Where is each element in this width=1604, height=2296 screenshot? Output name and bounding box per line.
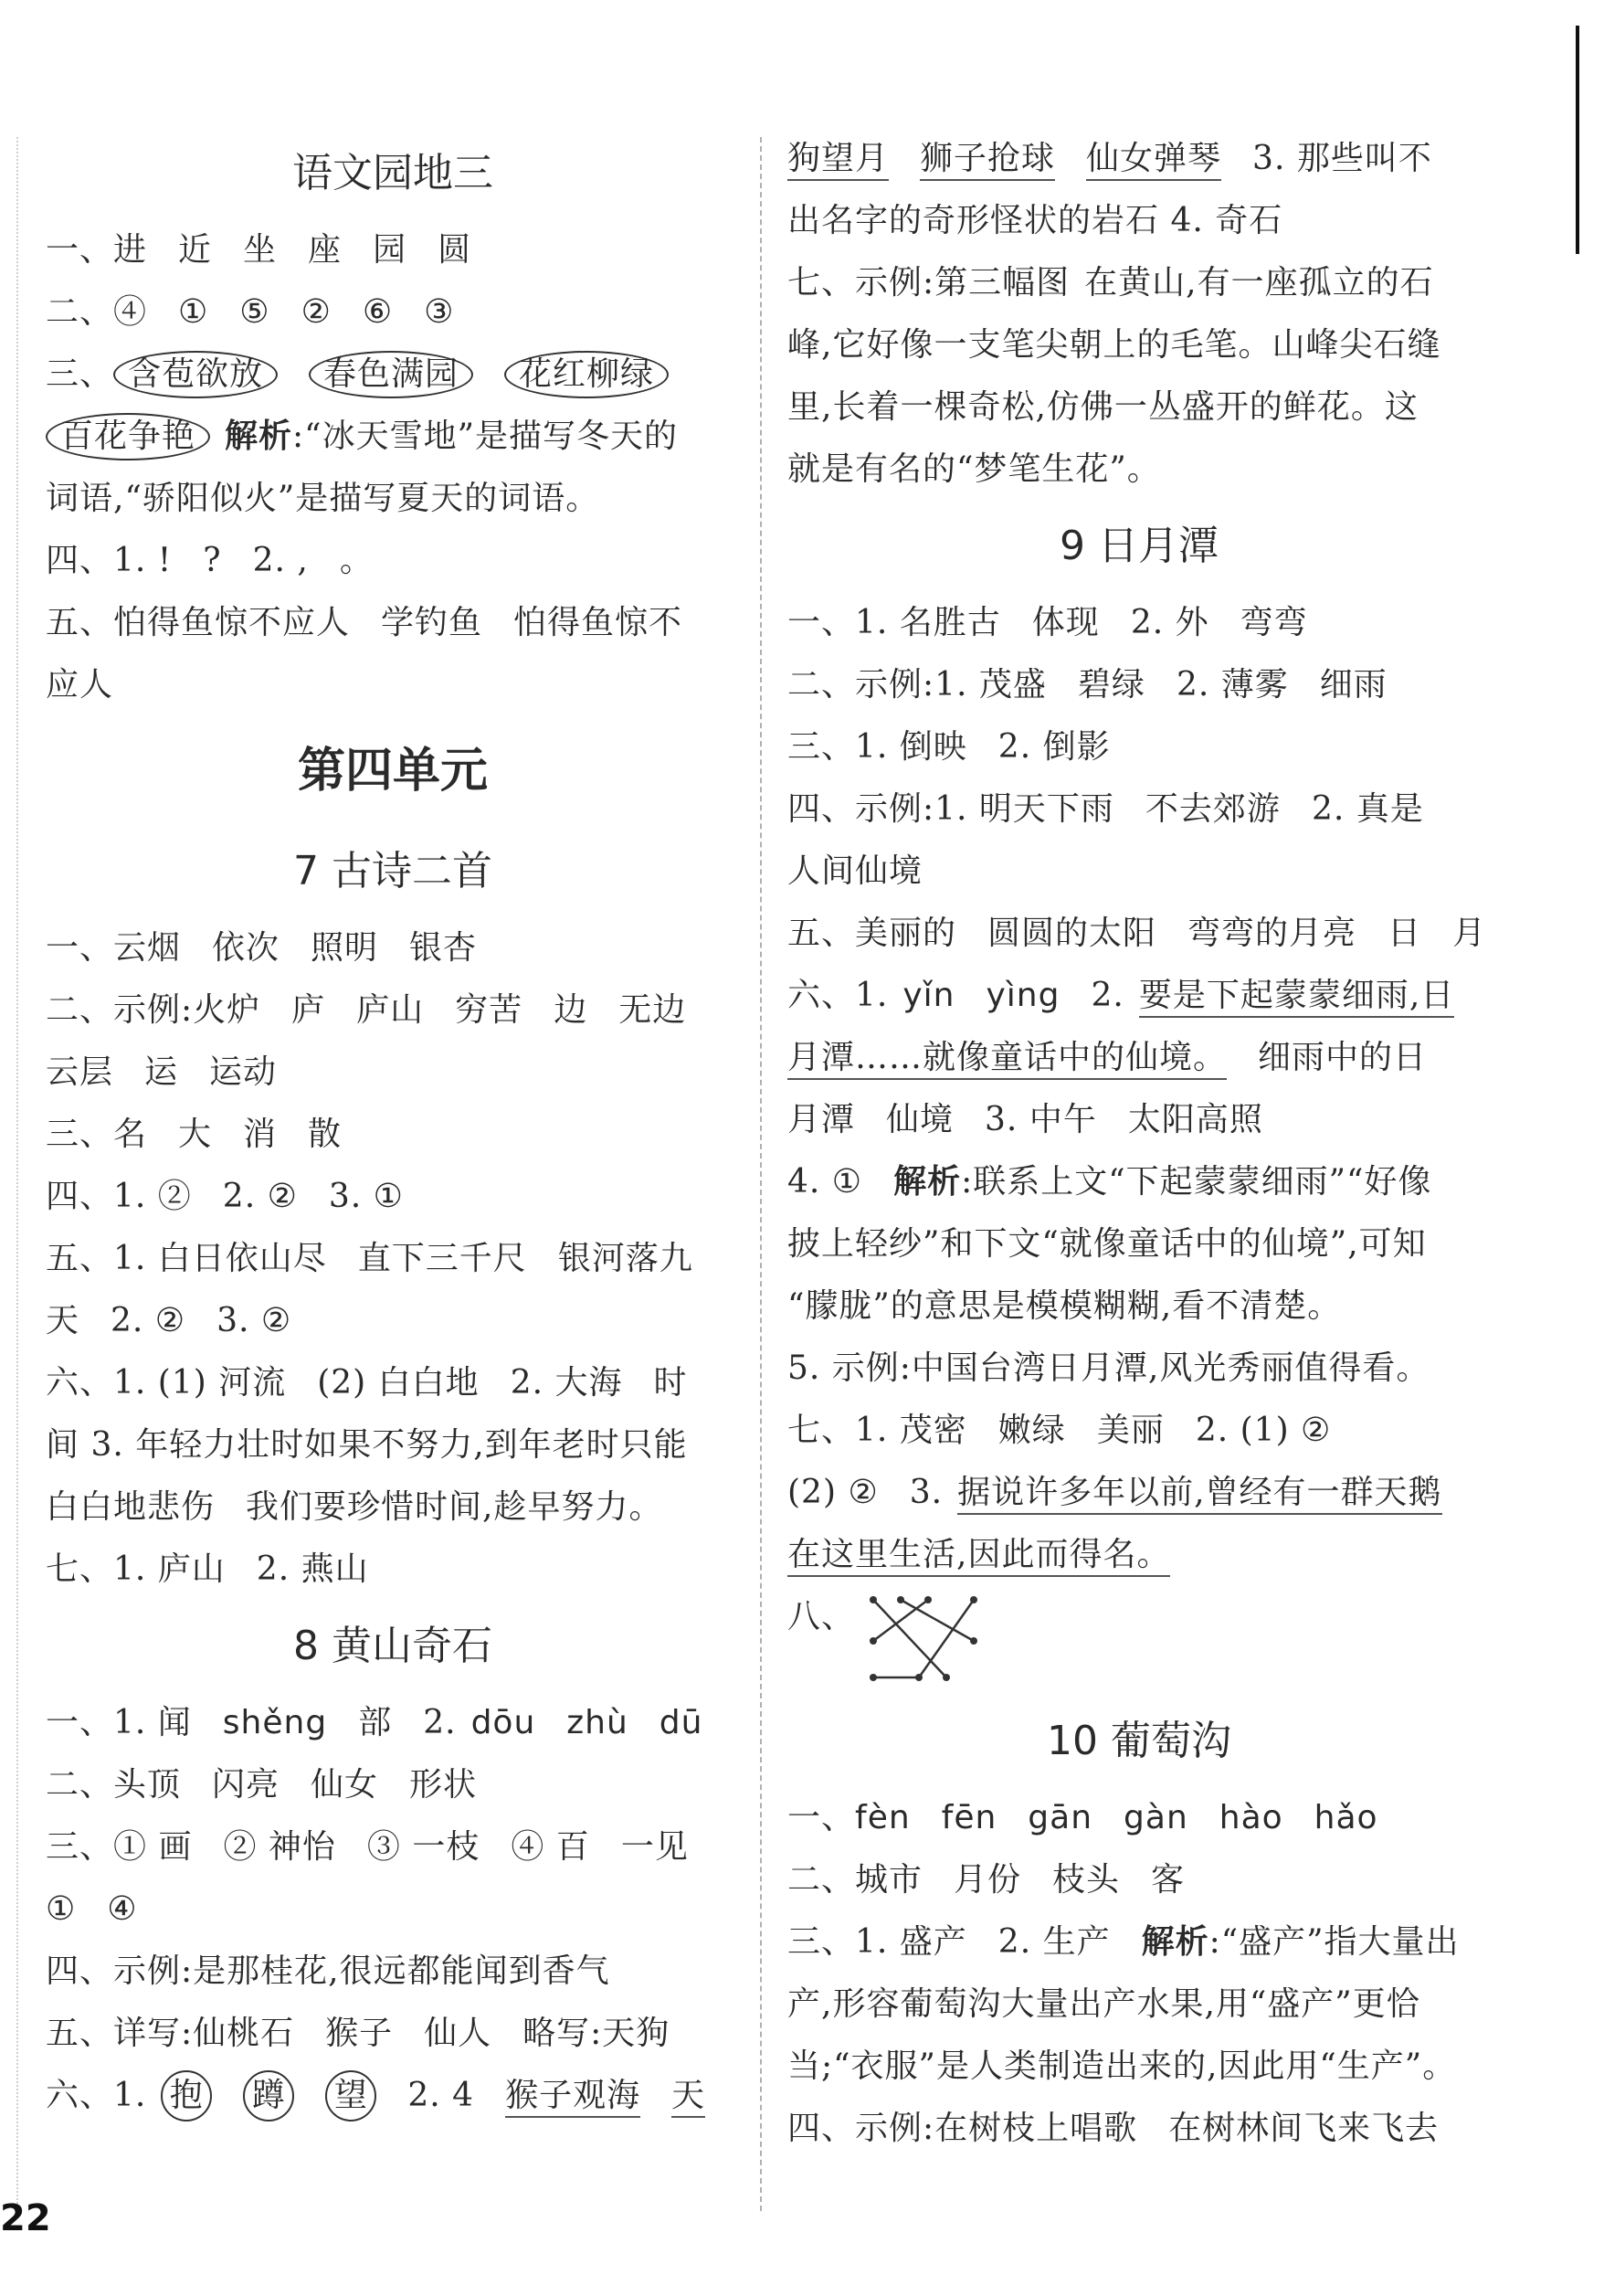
answer-line: 百花争艳 解析:“冰天雪地”是描写冬天的 xyxy=(46,406,740,468)
answer-line: 云层 运 运动 xyxy=(46,1053,278,1091)
answer-line: 三、名 大 消 散 xyxy=(46,1116,343,1153)
answer-line: 三、① 画 ② 神怡 ③ 一枝 ④ 百 一见 xyxy=(46,1828,689,1866)
underlined-answer: 仙女弹琴 xyxy=(1086,140,1221,181)
answer-line: 七、示例:第三幅图 在黄山,有一座孤立的石 xyxy=(787,264,1434,302)
answer-line: 五、1. 白日依山尽 直下三千尺 银河落九 xyxy=(46,1240,693,1277)
answer-line: 六、1. 抱 蹲 望 2. 4 猴子观海 天 xyxy=(46,2065,740,2127)
answer-line: 七、1. 茂密 嫩绿 美丽 2. (1) ② xyxy=(787,1412,1332,1449)
answer-line: 一、进 近 坐 座 园 圆 xyxy=(46,231,472,269)
underlined-answer: 猴子观海 xyxy=(505,2077,640,2118)
circled-answer: 花红柳绿 xyxy=(504,351,669,398)
answer-line: 一、云烟 依次 照明 银杏 xyxy=(46,929,478,967)
answer-line: 白白地悲伤 我们要珍惜时间,趁早努力。 xyxy=(46,1488,663,1526)
answer-line: 五、美丽的 圆圆的太阳 弯弯的月亮 日 月 xyxy=(787,915,1487,952)
answer-line: 六、1. yǐn yìng 2. 要是下起蒙蒙细雨,日 xyxy=(787,965,1491,1027)
answer-line: 四、示例:在树枝上唱歌 在树林间飞来飞去 xyxy=(787,2110,1440,2147)
answer-line: 当;“衣服”是人类制造出来的,因此用“生产”。 xyxy=(787,2047,1457,2085)
answer-line: “朦胧”的意思是模模糊糊,看不清楚。 xyxy=(787,1287,1342,1325)
circled-answer: 含苞欲放 xyxy=(113,351,278,398)
answer-line: 一、fèn fēn gān gàn hào hǎo xyxy=(787,1799,1378,1836)
answer-line: 狗望月 狮子抢球 仙女弹琴 3. 那些叫不 xyxy=(787,128,1491,190)
answer-line: 月潭……就像童话中的仙境。 细雨中的日 xyxy=(787,1027,1491,1089)
answer-line: 三、 含苞欲放 春色满园 花红柳绿 xyxy=(46,344,740,406)
answer-line: 二、头顶 闪亮 仙女 形状 xyxy=(46,1766,478,1804)
underlined-answer: 要是下起蒙蒙细雨,日 xyxy=(1139,977,1454,1018)
underlined-answer: 狮子抢球 xyxy=(920,140,1055,181)
analysis-label: 解析 xyxy=(1141,1923,1209,1961)
answer-line: ① ④ xyxy=(46,1890,138,1928)
answer-line xyxy=(787,1524,1491,1586)
matching-lines-diagram xyxy=(864,1586,992,1687)
analysis-label: 解析 xyxy=(225,418,293,455)
answer-line: 里,长着一棵奇松,仿佛一丛盛开的鲜花。这 xyxy=(787,388,1419,426)
answer-line: 三、1. 盛产 2. 生产 解析:“盛产”指大量出 xyxy=(787,1923,1460,1961)
answer-line: 间 3. 年轻力壮时如果不努力,到年老时只能 xyxy=(46,1426,688,1464)
page-number: 22 xyxy=(0,2197,51,2239)
answer-line: 四、示例:1. 明天下雨 不去郊游 2. 真是 xyxy=(787,790,1424,828)
answer-line: 六、1. (1) 河流 (2) 白白地 2. 大海 时 xyxy=(46,1364,688,1402)
underlined-answer: 据说许多年以前,曾经有一群天鹅 xyxy=(957,1474,1441,1515)
answer-line: 词语,“骄阳似火”是描写夏天的词语。 xyxy=(46,480,600,517)
circled-char: 抱 xyxy=(161,2070,212,2121)
answer-line: 二、城市 月份 枝头 客 xyxy=(787,1861,1186,1899)
answer-line: 5. 示例:中国台湾日月潭,风光秀丽值得看。 xyxy=(787,1349,1430,1387)
circled-answer: 百花争艳 xyxy=(46,413,210,460)
underlined-answer: 在这里生活,因此而得名。 xyxy=(787,1536,1170,1577)
answer-line: 五、怕得鱼惊不应人 学钓鱼 怕得鱼惊不 xyxy=(46,604,683,641)
answer-line: 七、1. 庐山 2. 燕山 xyxy=(46,1550,369,1588)
left-column xyxy=(46,128,740,2127)
answer-line: 四、1. ! ? 2. , 。 xyxy=(46,542,374,579)
answer-line: 峰,它好像一支笔尖朝上的毛笔。山峰尖石缝 xyxy=(787,326,1441,364)
answer-line: 出名字的奇形怪状的岩石 4. 奇石 xyxy=(787,202,1283,239)
section-title-yuwen: 语文园地三 xyxy=(292,150,493,196)
right-column xyxy=(787,128,1491,2160)
lesson-title-riyuetan: 9 日月潭 xyxy=(1060,523,1219,569)
answer-line: 二、④ ① ⑤ ② ⑥ ③ xyxy=(46,293,455,331)
answer-line: 二、示例:1. 茂盛 碧绿 2. 薄雾 细雨 xyxy=(787,666,1388,704)
underlined-answer: 月潭……就像童话中的仙境。 xyxy=(787,1039,1227,1080)
answer-line: 月潭 仙境 3. 中午 太阳高照 xyxy=(787,1101,1263,1138)
answer-line: 五、详写:仙桃石 猴子 仙人 略写:天狗 xyxy=(46,2015,670,2052)
lesson-title-huangshan: 8 黄山奇石 xyxy=(293,1623,492,1669)
answer-line: 三、1. 倒映 2. 倒影 xyxy=(787,728,1111,766)
circled-char: 蹲 xyxy=(243,2070,294,2121)
answer-line: 就是有名的“梦笔生花”。 xyxy=(787,450,1161,488)
column-divider xyxy=(760,137,762,2211)
underlined-answer: 天 xyxy=(671,2077,705,2118)
circled-answer: 春色满园 xyxy=(309,351,473,398)
answer-line: 二、示例:火炉 庐 庐山 穷苦 边 无边 xyxy=(46,991,687,1029)
answer-line: 八、 xyxy=(787,1586,1491,1696)
answer-line: 4. ① 解析:联系上文“下起蒙蒙细雨”“好像 xyxy=(787,1163,1432,1201)
page-edge-line xyxy=(1576,26,1579,254)
answer-line: 应人 xyxy=(46,666,114,704)
analysis-label: 解析 xyxy=(893,1163,962,1201)
answer-line: (2) ② 3. 据说许多年以前,曾经有一群天鹅 xyxy=(787,1462,1491,1524)
lesson-title-gushi: 7 古诗二首 xyxy=(293,848,492,894)
circled-char: 望 xyxy=(325,2070,376,2121)
answer-line: 四、示例:是那桂花,很远都能闻到香气 xyxy=(46,1952,610,1990)
answer-line: 四、1. ② 2. ② 3. ① xyxy=(46,1178,404,1215)
lesson-title-putaogou: 10 葡萄沟 xyxy=(1047,1718,1231,1764)
answer-line: 一、1. 闻 shěng 部 2. dōu zhù dū xyxy=(46,1704,703,1741)
unit-title: 第四单元 xyxy=(297,744,488,799)
margin-divider xyxy=(16,137,18,2211)
answer-line: 产,形容葡萄沟大量出产水果,用“盛产”更恰 xyxy=(787,1985,1420,2023)
underlined-answer: 狗望月 xyxy=(787,140,889,181)
answer-line: 一、1. 名胜古 体现 2. 外 弯弯 xyxy=(787,604,1308,641)
answer-line: 天 2. ② 3. ② xyxy=(46,1302,292,1339)
answer-line: 披上轻纱”和下文“就像童话中的仙境”,可知 xyxy=(787,1225,1427,1263)
answer-line: 人间仙境 xyxy=(787,852,923,890)
